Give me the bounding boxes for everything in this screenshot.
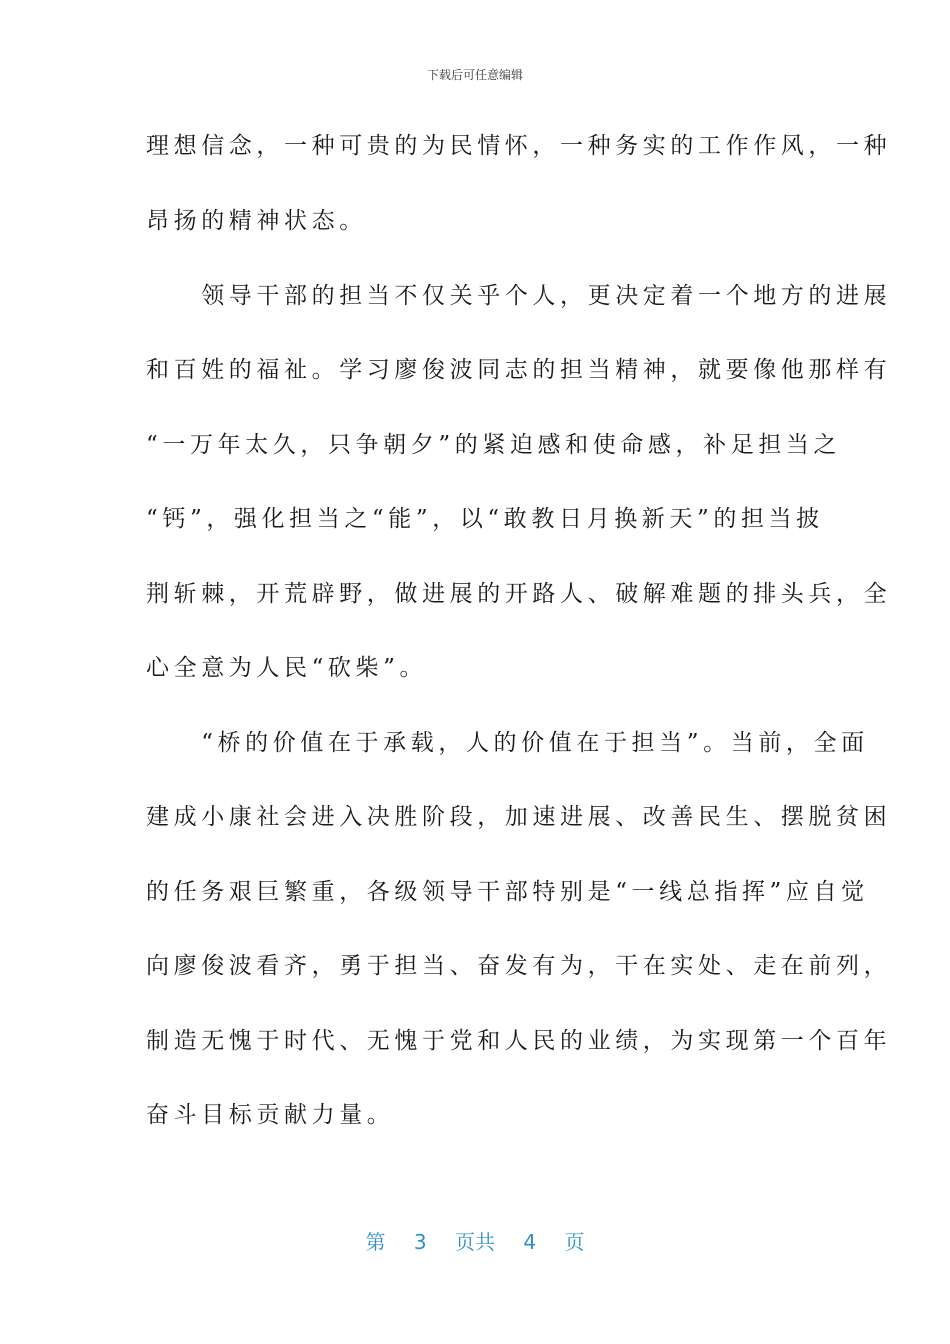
footer-suffix: 页 bbox=[564, 1230, 585, 1254]
text-line: 向廖俊波看齐，勇于担当、奋发有为，干在实处、走在前列， bbox=[146, 953, 892, 979]
text-line: 制造无愧于时代、无愧于党和人民的业绩，为实现第一个百年 bbox=[146, 1028, 892, 1054]
footer-current-page: 3 bbox=[413, 1230, 427, 1254]
text-line: 奋斗目标贡献力量。 bbox=[146, 1102, 395, 1128]
footer-total-pages: 4 bbox=[523, 1230, 537, 1254]
text-line: “桥的价值在于承载，人的价值在于担当”。当前，全面 bbox=[146, 730, 869, 756]
text-line: 领导干部的担当不仅关乎个人，更决定着一个地方的进展 bbox=[146, 283, 892, 309]
footer-middle: 页共 bbox=[455, 1230, 495, 1254]
text-line: 的任务艰巨繁重，各级领导干部特别是“一线总指挥”应自觉 bbox=[146, 879, 869, 905]
text-line: “一万年太久，只争朝夕”的紧迫感和使命感，补足担当之 bbox=[146, 432, 842, 458]
page-header: 下载后可任意编辑 bbox=[426, 68, 523, 82]
text-line: 昂扬的精神状态。 bbox=[146, 208, 367, 234]
text-line: 心全意为人民“砍柴”。 bbox=[146, 655, 428, 681]
page-footer bbox=[0, 1226, 950, 1255]
text-line: 和百姓的福祉。学习廖俊波同志的担当精神，就要像他那样有 bbox=[146, 357, 892, 383]
footer-prefix: 第 bbox=[365, 1230, 386, 1254]
text-line: 理想信念，一种可贵的为民情怀，一种务实的工作作风，一种 bbox=[146, 133, 892, 159]
text-line: “钙”，强化担当之“能”，以“敢教日月换新天”的担当披 bbox=[146, 506, 824, 532]
text-line: 建成小康社会进入决胜阶段，加速进展、改善民生、摆脱贫困 bbox=[146, 804, 892, 830]
text-line: 荆斩棘，开荒辟野，做进展的开路人、破解难题的排头兵，全 bbox=[146, 581, 892, 607]
